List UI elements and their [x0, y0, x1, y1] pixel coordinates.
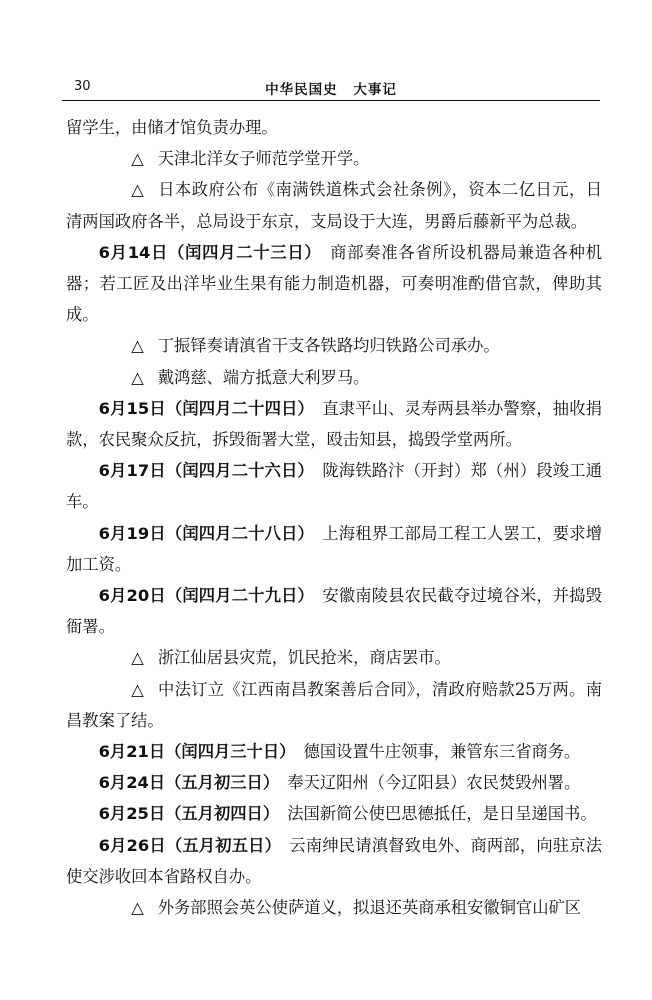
entry-text: 戴鸿慈、端方抵意大利罗马。: [157, 367, 370, 387]
chronicle-entry: [66, 580, 602, 642]
entry-text: 日本政府公布《南满铁道株式会社条例》，资本二亿日元，日清两国政府各半，总局设于东京，支局设于大连，男爵后藤新平为总裁。: [66, 180, 602, 231]
triangle-marker-icon: △: [131, 367, 144, 387]
entry-text: 中法订立《江西南昌教案善后合同》，清政府赔款25万两。南昌教案了结。: [66, 679, 602, 730]
chronicle-entry: [66, 830, 602, 892]
entry-text: 外务部照会英公使萨道义，拟退还英商承租安徽铜官山矿区: [157, 898, 582, 918]
triangle-marker-icon: △: [131, 648, 144, 668]
chronicle-entry: [66, 237, 602, 331]
entry-date: 6月15日（闰四月二十四日）: [98, 398, 306, 418]
entry-text: 安徽南陵县农民截夺过境谷米，并捣毁衙署。: [66, 586, 602, 637]
triangle-marker-icon: △: [131, 180, 144, 200]
entry-date: 6月20日（闰四月二十九日）: [98, 586, 306, 606]
entry-text: 直隶平山、灵寿两县举办警察，抽收捐款，农民聚众反抗，拆毁衙署大堂，殴击知县，捣毁学堂两所。: [66, 398, 602, 450]
triangle-marker-icon: △: [131, 898, 144, 918]
entry-text: 德国设置牛庄领事，兼管东三省商务。: [303, 742, 581, 762]
entry-date: 6月14日（闰四月二十三日）: [98, 242, 314, 262]
chronicle-entry: [66, 798, 602, 829]
chronicle-entry: [66, 112, 602, 143]
chronicle-entry: [66, 642, 602, 673]
entry-text: 奉天辽阳州（今辽阳县）农民焚毁州署。: [287, 773, 581, 793]
entry-date: 6月25日（五月初四日）: [98, 804, 271, 824]
entry-text: 丁振铎奏请滇省干支各铁路均归铁路公司承办。: [157, 336, 500, 356]
page-number: 30: [74, 79, 91, 94]
entry-text: 法国新简公使巴思德抵任，是日呈递国书。: [287, 804, 597, 824]
chronicle-entry: [66, 736, 602, 767]
triangle-marker-icon: △: [131, 149, 144, 169]
chronicle-entry: [66, 674, 602, 736]
chronicle-entry: [66, 362, 602, 393]
entry-text: 天津北洋女子师范学堂开学。: [157, 149, 370, 169]
chronicle-body: [66, 112, 602, 923]
entry-date: 6月17日（闰四月二十六日）: [98, 461, 306, 481]
chronicle-entry: [66, 892, 602, 923]
entry-date: 6月19日（闰四月二十八日）: [98, 523, 306, 543]
entry-text: 上海租界工部局工程工人罢工，要求增加工资。: [66, 523, 602, 574]
triangle-marker-icon: △: [131, 336, 144, 356]
triangle-marker-icon: △: [131, 679, 144, 699]
chronicle-entry: [66, 143, 602, 174]
entry-date: 6月26日（五月初五日）: [98, 835, 273, 855]
entry-text: 云南绅民请滇督致电外、商两部，向驻京法使交涉收回本省路权自办。: [66, 835, 602, 886]
chronicle-entry: [66, 518, 602, 580]
entry-text: 浙江仙居县灾荒，饥民抢米，商店罢市。: [157, 648, 451, 668]
running-title: 中华民国史 大事记: [265, 82, 397, 98]
chronicle-entry: [66, 393, 602, 455]
chronicle-entry: [66, 767, 602, 798]
chronicle-entry: [66, 174, 602, 236]
entry-date: 6月24日（五月初三日）: [98, 773, 271, 793]
chronicle-entry: [66, 330, 602, 361]
entry-date: 6月21日（闰四月三十日）: [98, 742, 288, 762]
entry-text: 陇海铁路汴（开封）郑（州）段竣工通车。: [66, 461, 602, 512]
entry-text: 商部奏准各省所设机器局兼造各种机器；若工匠及出洋毕业生果有能力制造机器，可奏明准酌借官款，俾助其成。: [66, 242, 602, 325]
page-header: [62, 78, 600, 101]
chronicle-entry: [66, 455, 602, 517]
entry-text: 留学生，由储才馆负责办理。: [66, 118, 278, 137]
